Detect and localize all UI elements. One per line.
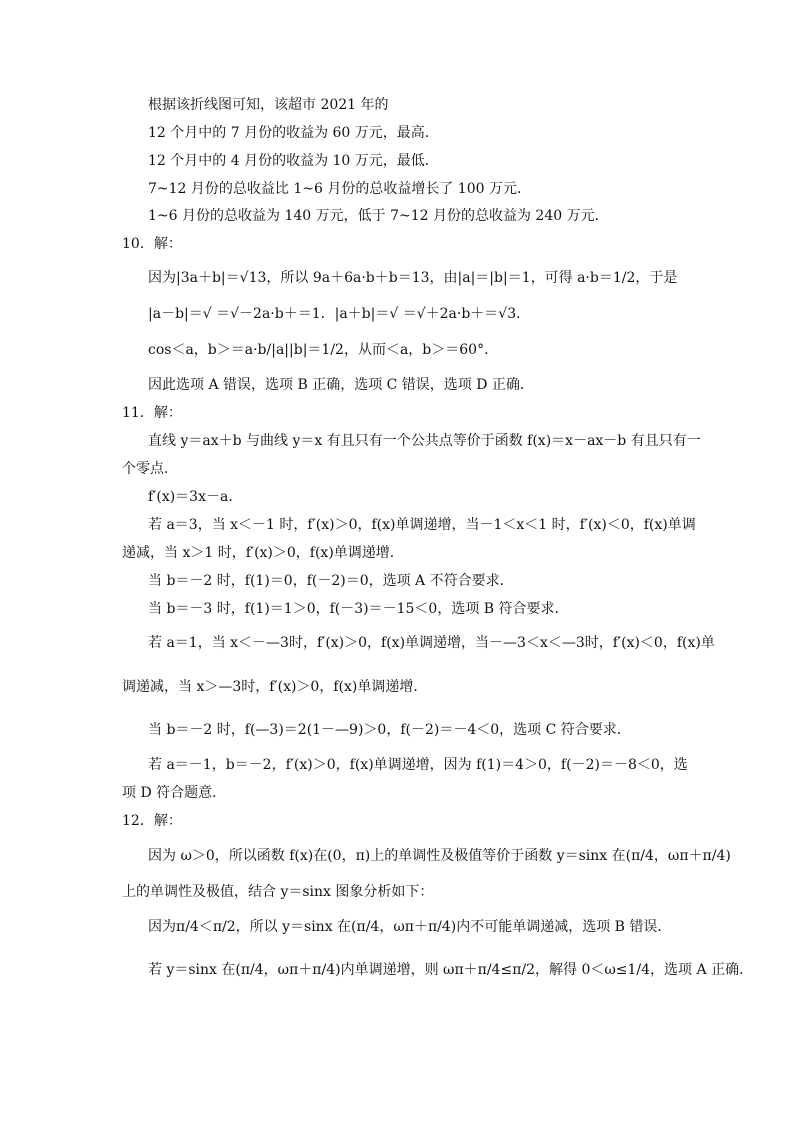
text-line: 直线 y＝ax＋b 与曲线 y＝x 有且只有一个公共点等价于函数 f(x)＝x－ax－b 有且只有一 <box>148 433 701 449</box>
text-line: cos＜a，b＞＝a·b/|a||b|＝1/2，从而＜a，b＞＝60°． <box>148 342 499 358</box>
text-line: 根据该折线图可知，该超市 2021 年的 <box>148 97 389 113</box>
text-line: 若 a＝3，当 x＜－1 时，f′(x)＞0，f(x)单调递增，当－1＜x＜1 时，f′(x)＜0，f(x)单调 <box>148 517 696 533</box>
text-line: 当 b＝－3 时，f(1)＝1＞0，f(－3)＝－15＜0，选项 B 符合要求． <box>148 601 569 617</box>
text-line: 因为π/4＜π/2，所以 y＝sinx 在(π/4，ωπ＋π/4)内不可能单调递减，选项 B 错误． <box>148 919 672 935</box>
text-line: 12 个月中的 4 月份的收益为 10 万元，最低． <box>148 153 439 169</box>
text-line: 个零点． <box>122 461 178 477</box>
text-line: 调递减，当 x＞—3时，f′(x)＞0，f(x)单调递增． <box>122 679 428 695</box>
text-line: 上的单调性及极值，结合 y＝sinx 图象分析如下： <box>122 884 434 900</box>
section-heading: 11．解： <box>122 405 182 421</box>
text-line: 12 个月中的 7 月份的收益为 60 万元，最高． <box>148 125 439 141</box>
text-line: 7~12 月份的总收益比 1~6 月份的总收益增长了 100 万元． <box>148 181 531 197</box>
text-line: 若 y＝sinx 在(π/4，ωπ＋π/4)内单调递增，则 ωπ＋π/4≤π/2，解得 0＜ω≤1/4，选项 A 正确． <box>148 962 754 978</box>
text-line: 若 a＝1，当 x＜－—3时，f′(x)＞0，f(x)单调递增，当－—3＜x＜—3时，f′(x)＜0，f(x)单 <box>148 635 715 651</box>
text-line: f′(x)＝3x－a． <box>148 489 243 505</box>
text-line: 因此选项 A 错误，选项 B 正确，选项 C 错误，选项 D 正确． <box>148 377 534 393</box>
text-line: 项 D 符合题意． <box>122 785 227 801</box>
text-line: 因为|3a＋b|＝√13，所以 9a＋6a·b＋b＝13，由|a|＝|b|＝1，可得 a·b＝1/2，于是 <box>148 270 678 286</box>
text-line: 递减，当 x＞1 时，f′(x)＞0，f(x)单调递增． <box>122 545 404 561</box>
section-heading: 12．解： <box>122 813 182 829</box>
text-line: 因为 ω＞0，所以函数 f(x)在(0，π)上的单调性及极值等价于函数 y＝sinx 在(π/4，ωπ＋π/4) <box>148 848 731 864</box>
section-heading: 10．解： <box>122 236 182 252</box>
text-line: 1~6 月份的总收益为 140 万元，低于 7~12 月份的总收益为 240 万元． <box>148 208 609 224</box>
text-line: 当 b＝－2 时，f(1)＝0，f(－2)＝0，选项 A 不符合要求． <box>148 573 514 589</box>
text-line: |a－b|＝√ ＝√－2a·b＋＝1．|a＋b|＝√ ＝√＋2a·b＋＝√3． <box>148 306 531 322</box>
text-line: 当 b＝－2 时，f(—3)＝2(1－—9)＞0，f(－2)＝－4＜0，选项 C 符合要求． <box>148 722 631 738</box>
text-line: 若 a＝－1，b＝－2，f′(x)＞0，f(x)单调递增，因为 f(1)＝4＞0，f(－2)＝－8＜0，选 <box>148 757 688 773</box>
